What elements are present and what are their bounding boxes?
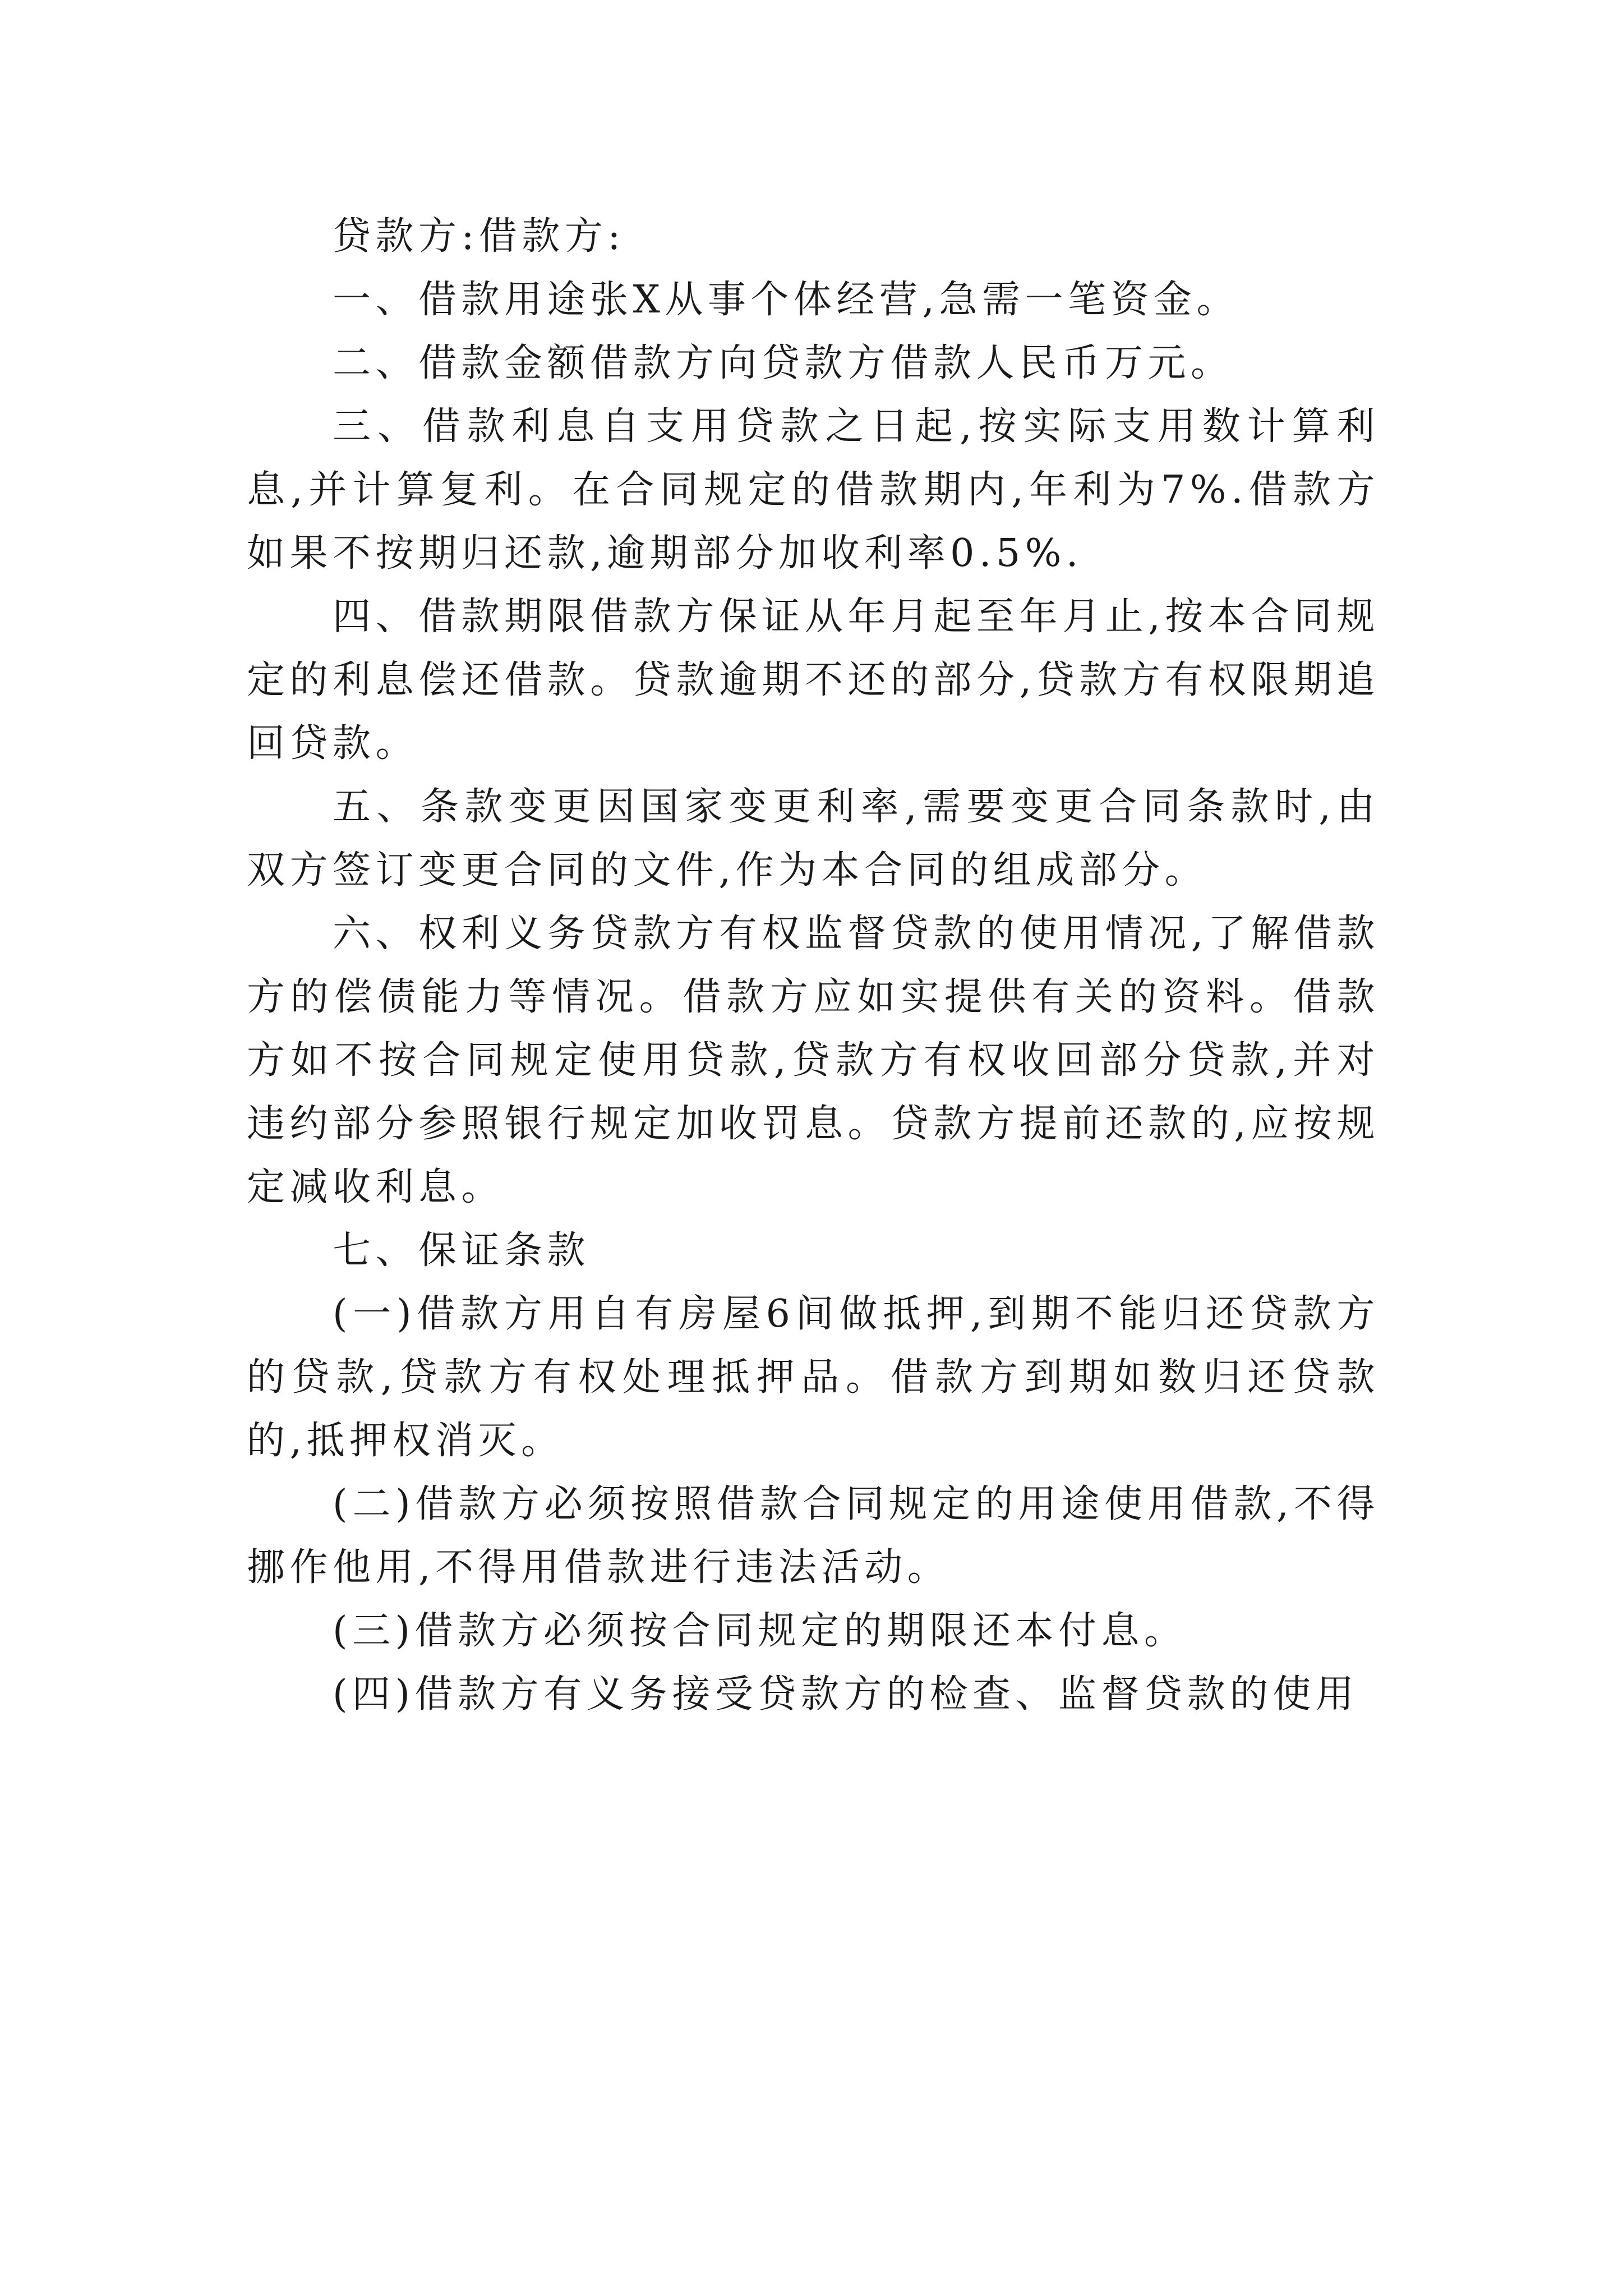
- guarantee-item-4: (四)借款方有义务接受贷款方的检查、监督贷款的使用: [333, 1672, 1359, 1717]
- guarantee-item-1: (一)借款方用自有房屋6间做抵押,到期不能归还贷款方的贷款,贷款方有权处理抵押品。借款方到期如数归还贷款的,抵押权消灭。: [247, 1292, 1380, 1463]
- clause-rights-obligations: 六、权利义务贷款方有权监督贷款的使用情况,了解借款方的偿债能力等情况。借款方应如实提供有关的资料。借款方如不按合同规定使用贷款,贷款方有权收回部分贷款,并对违约部分参照银行规定加收罚息。贷款方提前还款的,应按规定减收利息。: [247, 912, 1380, 1209]
- clause-guarantee-heading: 七、保证条款: [333, 1228, 591, 1273]
- clause-loan-purpose: 一、借款用途张X从事个体经营,急需一笔资金。: [333, 278, 1240, 322]
- clause-loan-amount: 二、借款金额借款方向贷款方借款人民币万元。: [333, 341, 1234, 385]
- document-body: [247, 205, 1380, 1726]
- clause-terms-change: 五、条款变更因国家变更利率,需要变更合同条款时,由双方签订变更合同的文件,作为本合同的组成部分。: [247, 785, 1380, 892]
- clause-loan-interest: 三、借款利息自支用贷款之日起,按实际支用数计算利息,并计算复利。在合同规定的借款期内,年利为7%.借款方如果不按期归还款,逾期部分加收利率0.5%.: [247, 404, 1380, 576]
- guarantee-item-2: (二)借款方必须按照借款合同规定的用途使用借款,不得挪作他用,不得用借款进行违法活动。: [247, 1482, 1380, 1590]
- party-line: 贷款方:借款方:: [333, 214, 625, 259]
- clause-loan-term: 四、借款期限借款方保证从年月起至年月止,按本合同规定的利息偿还借款。贷款逾期不还的部分,贷款方有权限期追回贷款。: [247, 595, 1380, 766]
- guarantee-item-3: (三)借款方必须按合同规定的期限还本付息。: [333, 1609, 1187, 1653]
